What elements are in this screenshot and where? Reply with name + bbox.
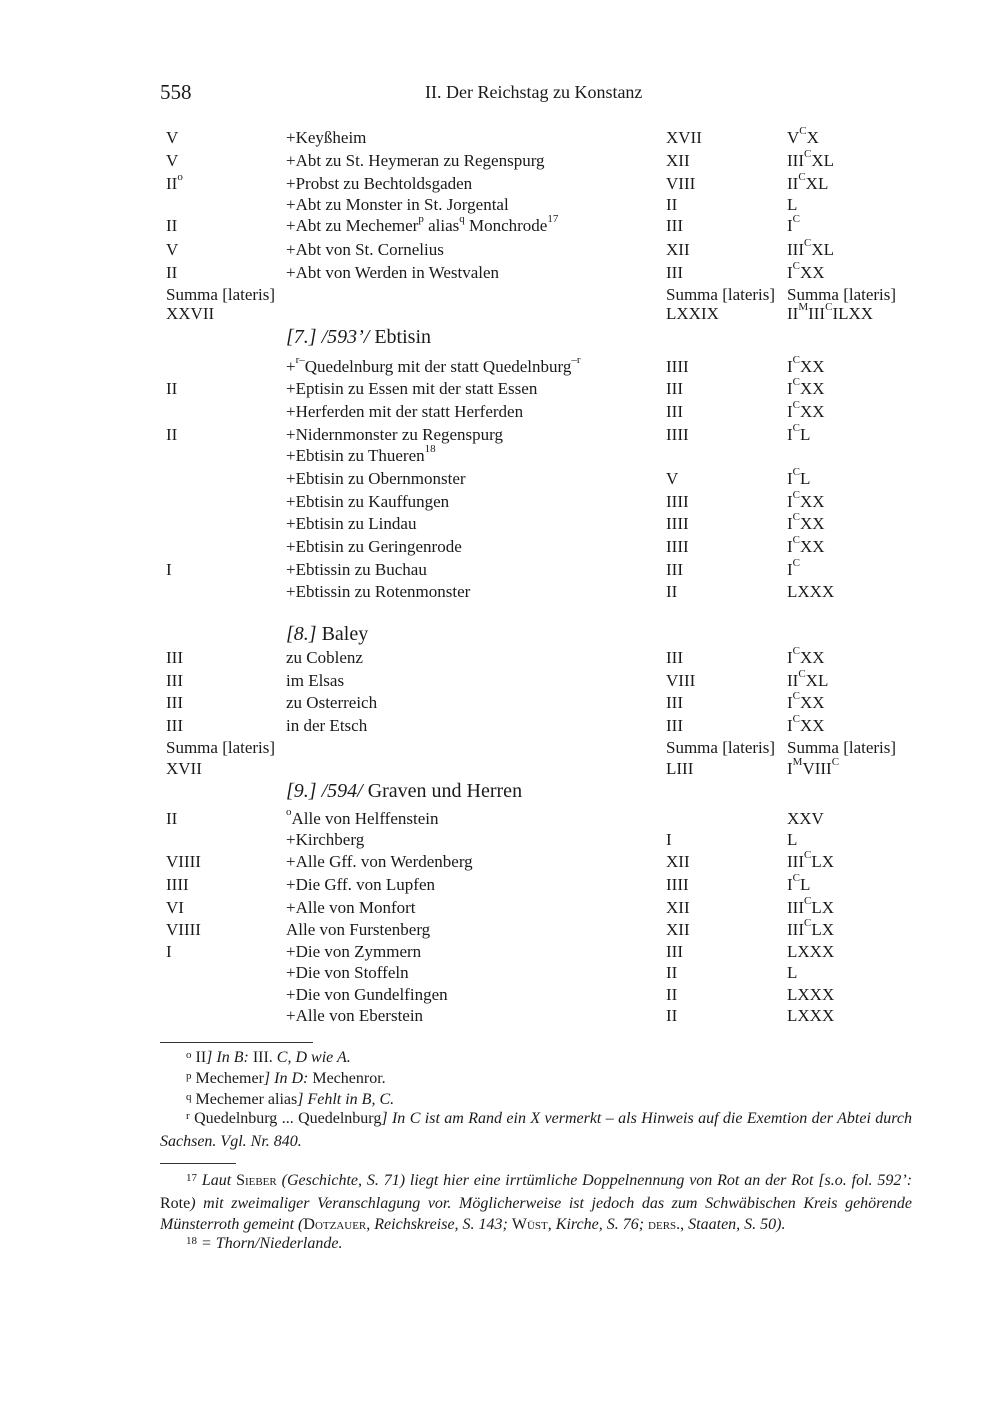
entity-cell: +Abt von St. Cornelius [286, 240, 444, 259]
contingent-cell: II [666, 195, 678, 214]
count-cell: VI [166, 898, 184, 917]
table-row [0, 536, 1004, 558]
footnote-18: $^{18}$ = Thorn/Niederlande. [186, 1235, 343, 1252]
contingent-cell: XII [666, 920, 690, 939]
contingent-cell: III [666, 379, 683, 398]
table-row [0, 647, 1004, 669]
entity-cell: +Abt zu Mechemer$^p$ alias$^q$ Monchrode$^{17}$ [286, 213, 559, 235]
amount-cell: $I^MVIII^C$ [787, 756, 840, 778]
apparatus-rule [160, 1042, 313, 1043]
entity-cell: +Abt von Werden in Westvalen [286, 263, 500, 282]
count-cell: VIIII [166, 852, 201, 871]
table-row [0, 194, 1004, 216]
amount-cell: $I^CXX$ [787, 354, 825, 376]
table-row [0, 984, 1004, 1006]
table-row [0, 692, 1004, 714]
footnote-rule [160, 1163, 236, 1164]
contingent-cell: V [666, 469, 679, 488]
table-row [0, 919, 1004, 941]
amount-cell: $II^CXL$ [787, 171, 829, 193]
running-head: II. Der Reichstag zu Konstanz [425, 82, 643, 102]
entity-cell: +Kirchberg [286, 830, 365, 849]
count-cell: III [166, 648, 183, 667]
amount-cell: $I^CL$ [787, 466, 811, 488]
count-cell: I [166, 942, 172, 961]
contingent-cell: I [666, 830, 672, 849]
count-cell: IIII [166, 875, 189, 894]
table-row [0, 173, 1004, 195]
entity-cell: zu Coblenz [286, 648, 363, 667]
table-row [0, 559, 1004, 581]
amount-cell: L [787, 195, 798, 214]
table-row [0, 127, 1004, 149]
contingent-cell: III [666, 263, 683, 282]
entity-cell: +Alle Gff. von Werdenberg [286, 852, 473, 871]
entity-cell: +Die von Stoffeln [286, 963, 409, 982]
entity-cell: +$^{r-}$Quedelnburg mit der statt Quedelnburg$^{-r}$ [286, 354, 581, 376]
table-row [0, 808, 1004, 830]
section-heading [0, 323, 1004, 351]
contingent-cell: VIII [666, 671, 696, 690]
amount-cell: $I^CL$ [787, 422, 811, 444]
count-cell: III [166, 671, 183, 690]
count-cell: III [166, 716, 183, 735]
entity-cell: zu Osterreich [286, 693, 378, 712]
entity-cell: +Die von Gundelfingen [286, 985, 448, 1004]
table-row [0, 468, 1004, 490]
entity-cell: +Nidernmonster zu Regenspurg [286, 425, 504, 444]
contingent-cell: IIII [666, 357, 689, 376]
table-row [0, 303, 1004, 325]
entity-cell: +Ebtisin zu Kauffungen [286, 492, 450, 511]
amount-cell: Summa [lateris] [787, 285, 897, 304]
count-cell: XXVII [166, 304, 215, 323]
section-heading [0, 777, 1004, 805]
contingent-cell: LXXIX [666, 304, 719, 323]
entity-cell: +Keyßheim [286, 128, 367, 147]
apparatus-note-p: $^p$ Mechemer] In D: Mechenror. [186, 1070, 386, 1087]
section-heading-text: [7.] /593’/ Ebtisin [286, 326, 432, 348]
amount-cell: $III^CXL$ [787, 148, 834, 170]
table-row [0, 1005, 1004, 1027]
contingent-cell: Summa [lateris] [666, 738, 776, 757]
amount-cell: $I^CL$ [787, 872, 811, 894]
contingent-cell: III [666, 560, 683, 579]
amount-cell: LXXX [787, 985, 835, 1004]
entity-cell: +Abt zu Monster in St. Jorgental [286, 195, 509, 214]
contingent-cell: II [666, 582, 678, 601]
contingent-cell: II [666, 1006, 678, 1025]
count-cell: V [166, 151, 179, 170]
count-cell: II [166, 216, 178, 235]
contingent-cell: III [666, 648, 683, 667]
entity-cell: +Ebtisin zu Geringenrode [286, 537, 462, 556]
amount-cell: XXV [787, 809, 824, 828]
contingent-cell: III [666, 716, 683, 735]
count-cell: II [166, 263, 178, 282]
entity-cell: im Elsas [286, 671, 345, 690]
table-row [0, 445, 1004, 467]
entity-cell: +Ebtisin zu Thueren$^{18}$ [286, 443, 436, 465]
table-row [0, 715, 1004, 737]
table-row [0, 424, 1004, 446]
table-row [0, 962, 1004, 984]
amount-cell: LXXX [787, 942, 835, 961]
contingent-cell: IIII [666, 875, 689, 894]
section-heading-text: [9.] /594/ Graven und Herren [286, 780, 523, 802]
entity-cell: +Alle von Eberstein [286, 1006, 424, 1025]
amount-cell: LXXX [787, 1006, 835, 1025]
footnote-17: $^{17}$ Laut Sieber (Geschichte, S. 71) liegt hier eine irrtümliche Doppelnennung von Rot an der Rot [s.o. fol. 592’: Rote) mit zweimaliger Veranschlagung vor. Möglicherweise ist jedoch das zum Schwäbischen Kreis gehörende Münsterroth gemeint (Dotzauer, Reichskreise, S. 143; Wüst, Kirche, S. 76; ders., Staaten, S. 50). [160, 1172, 913, 1233]
contingent-cell: Summa [lateris] [666, 285, 776, 304]
table-row [0, 897, 1004, 919]
apparatus-note-q: $^q$ Mechemer alias] Fehlt in B, C. [186, 1091, 395, 1108]
entity-cell: +Ebtissin zu Buchau [286, 560, 427, 579]
amount-cell: $III^CLX$ [787, 895, 834, 917]
contingent-cell: XII [666, 852, 690, 871]
entity-cell: +Probst zu Bechtoldsgaden [286, 174, 473, 193]
count-cell: XVII [166, 759, 202, 778]
count-cell: II [166, 425, 178, 444]
contingent-cell: XVII [666, 128, 702, 147]
section-heading [0, 620, 1004, 648]
amount-cell: $II^CXL$ [787, 668, 829, 690]
amount-cell: LXXX [787, 582, 835, 601]
table-row [0, 513, 1004, 535]
amount-cell: $I^CXX$ [787, 399, 825, 421]
amount-cell: $I^C$ [787, 213, 801, 235]
contingent-cell: III [666, 693, 683, 712]
contingent-cell: VIII [666, 174, 696, 193]
entity-cell: +Alle von Monfort [286, 898, 416, 917]
table-row [0, 215, 1004, 237]
entity-cell: +Die Gff. von Lupfen [286, 875, 436, 894]
table-row [0, 401, 1004, 423]
amount-cell: L [787, 830, 798, 849]
contingent-cell: IIII [666, 537, 689, 556]
table-row [0, 737, 1004, 759]
count-cell: II [166, 809, 178, 828]
count-cell: Summa [lateris] [166, 738, 276, 757]
table-row [0, 262, 1004, 284]
entity-cell: +Ebtisin zu Lindau [286, 514, 417, 533]
table-row [0, 356, 1004, 378]
count-cell: II [166, 379, 178, 398]
count-cell: VIIII [166, 920, 201, 939]
contingent-cell: IIII [666, 514, 689, 533]
entity-cell: +Die von Zymmern [286, 942, 422, 961]
contingent-cell: II [666, 985, 678, 1004]
amount-cell: $I^CXX$ [787, 690, 825, 712]
table-row [0, 829, 1004, 851]
count-cell: V [166, 240, 179, 259]
table-row [0, 874, 1004, 896]
contingent-cell: III [666, 402, 683, 421]
entity-cell: +Abt zu St. Heymeran zu Regenspurg [286, 151, 545, 170]
page-number: 558 [160, 80, 192, 104]
amount-cell: Summa [lateris] [787, 738, 897, 757]
amount-cell: $I^CXX$ [787, 534, 825, 556]
table-row [0, 378, 1004, 400]
contingent-cell: XII [666, 898, 690, 917]
entity-cell: +Herferden mit der statt Herferden [286, 402, 524, 421]
table-row [0, 150, 1004, 172]
amount-cell: $III^CXL$ [787, 237, 834, 259]
contingent-cell: LIII [666, 759, 694, 778]
amount-cell: $II^MIII^CILXX$ [787, 301, 874, 323]
contingent-cell: XII [666, 240, 690, 259]
apparatus-note-r: $^r$ Quedelnburg ... Quedelnburg] In C ist am Rand ein X vermerkt – als Hinweis auf die Exemtion der Abtei durch Sachsen. Vgl. Nr. 840. [160, 1110, 913, 1150]
amount-cell: $I^CXX$ [787, 511, 825, 533]
count-cell: V [166, 128, 179, 147]
entity-cell: +Ebtisin zu Obernmonster [286, 469, 466, 488]
table-row [0, 239, 1004, 261]
amount-cell: L [787, 963, 798, 982]
amount-cell: $III^CLX$ [787, 917, 834, 939]
amount-cell: $I^C$ [787, 557, 801, 579]
table-row [0, 491, 1004, 513]
amount-cell: $I^CXX$ [787, 260, 825, 282]
contingent-cell: III [666, 216, 683, 235]
amount-cell: $I^CXX$ [787, 376, 825, 398]
entity-cell: $^o$Alle von Helffenstein [286, 806, 439, 828]
contingent-cell: IIII [666, 492, 689, 511]
contingent-cell: III [666, 942, 683, 961]
entity-cell: +Eptisin zu Essen mit der statt Essen [286, 379, 538, 398]
count-cell: $II^o$ [166, 171, 183, 193]
contingent-cell: IIII [666, 425, 689, 444]
entity-cell: +Ebtissin zu Rotenmonster [286, 582, 471, 601]
count-cell: Summa [lateris] [166, 285, 276, 304]
entity-cell: Alle von Furstenberg [286, 920, 431, 939]
entity-cell: in der Etsch [286, 716, 368, 735]
table-row [0, 581, 1004, 603]
count-cell: III [166, 693, 183, 712]
amount-cell: $V^CX$ [787, 125, 819, 147]
amount-cell: $I^CXX$ [787, 713, 825, 735]
apparatus-note-o: $^o$ II] In B: III. C, D wie A. [186, 1049, 351, 1066]
amount-cell: $I^CXX$ [787, 645, 825, 667]
table-row [0, 851, 1004, 873]
amount-cell: $III^CLX$ [787, 849, 834, 871]
count-cell: I [166, 560, 172, 579]
table-row [0, 941, 1004, 963]
table-row [0, 670, 1004, 692]
amount-cell: $I^CXX$ [787, 489, 825, 511]
contingent-cell: II [666, 963, 678, 982]
contingent-cell: XII [666, 151, 690, 170]
section-heading-text: [8.] Baley [286, 623, 369, 645]
